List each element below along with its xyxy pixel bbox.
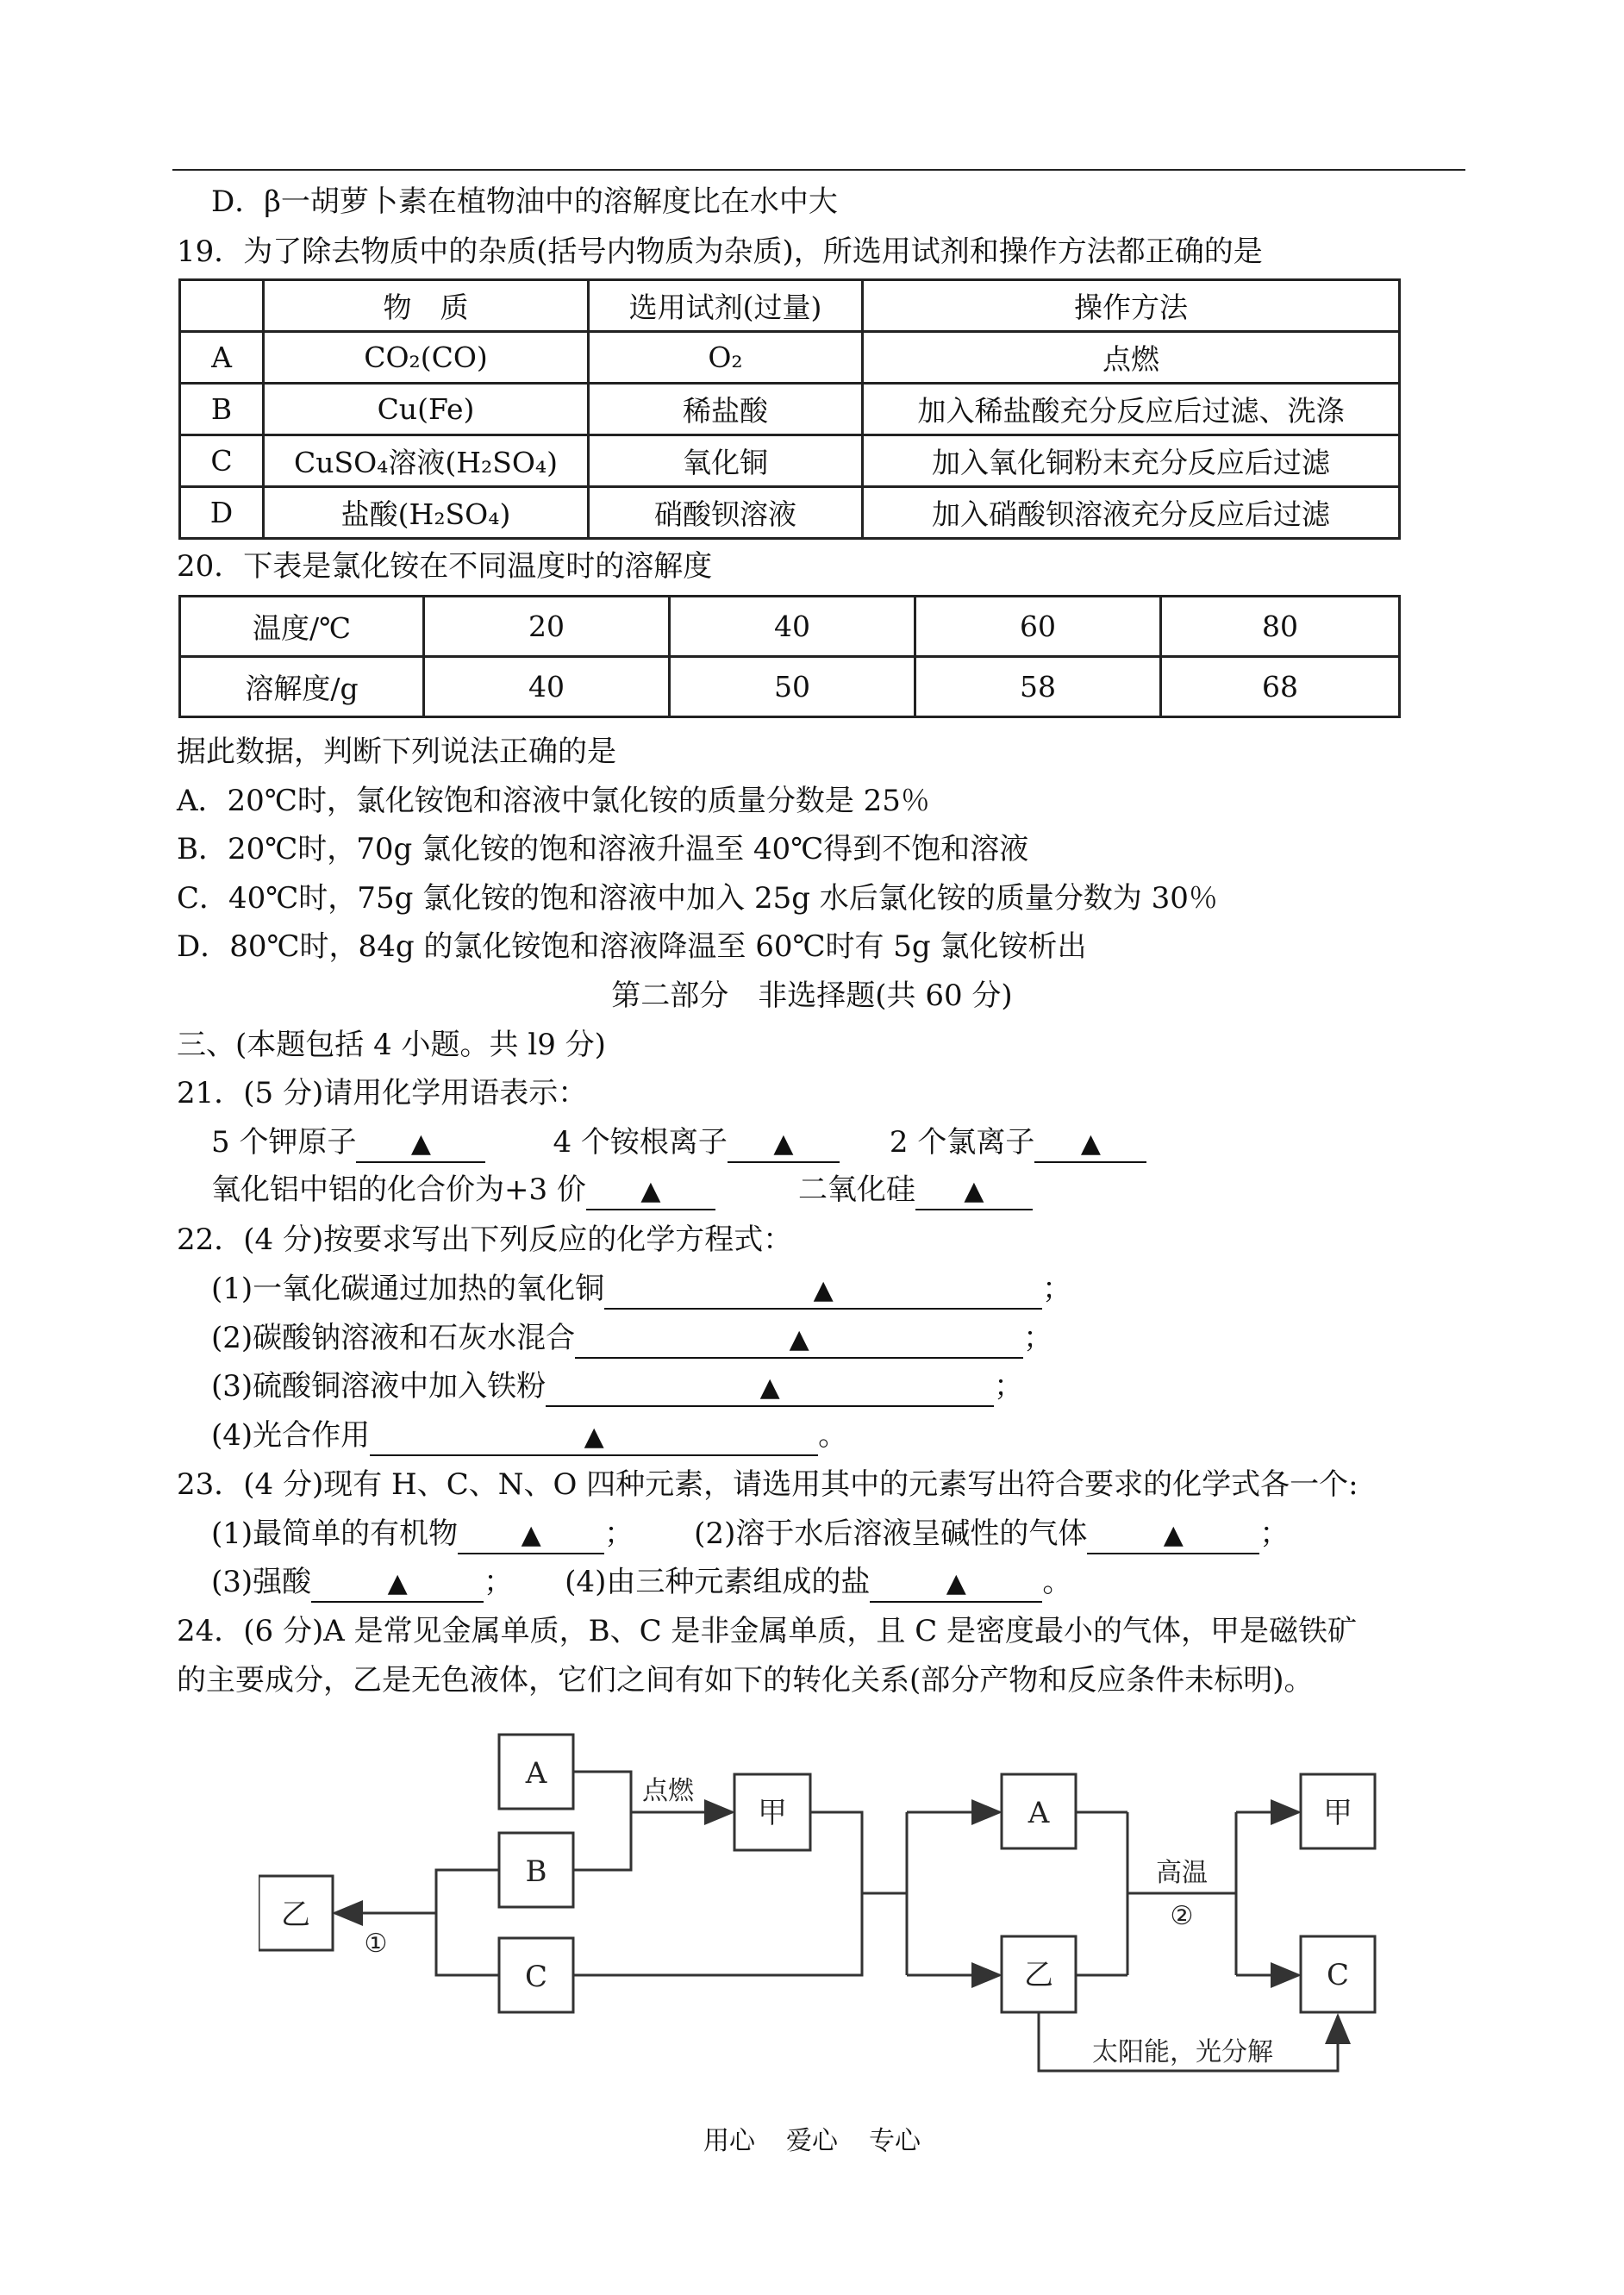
label-jia-mid: 甲 xyxy=(758,1796,787,1830)
row-id: C xyxy=(180,435,264,487)
row-id: A xyxy=(180,332,264,384)
q20-temp-value: 80 xyxy=(1161,597,1400,657)
q20-sol-value: 40 xyxy=(424,657,670,717)
row-reagent: 氧化铜 xyxy=(589,435,863,487)
q20-temp-value: 40 xyxy=(670,597,915,657)
q19-row-b xyxy=(180,384,1400,435)
section3-title: 三、(本题包括 4 小题。共 l9 分) xyxy=(177,1028,606,1062)
q19-header-substance: 物 质 xyxy=(264,280,589,332)
q20-option-a: A．20℃时，氯化铵饱和溶液中氯化铵的质量分数是 25％ xyxy=(177,784,930,818)
row-substance: Cu(Fe) xyxy=(264,384,589,435)
q20-option-b: B．20℃时，70g 氯化铵的饱和溶液升温至 40℃得到不饱和溶液 xyxy=(177,832,1029,866)
q22-item-3: (3)硫酸铜溶液中加入铁粉 ▲ ； xyxy=(211,1367,1023,1407)
label-a-right: A xyxy=(1027,1796,1050,1830)
q19-table xyxy=(178,278,1401,540)
answer-blank[interactable]: ▲ xyxy=(575,1321,1023,1359)
q23-row1: (1)最简单的有机物 ▲ ； (2)溶于水后溶液呈碱性的气体 ▲ ； xyxy=(211,1515,1289,1554)
page-footer: 用心 爱心 专心 xyxy=(703,2126,921,2156)
q20-temp-value: 20 xyxy=(424,597,670,657)
q24-line1: 24．(6 分)A 是常见金属单质，B、C 是非金属单质，且 C 是密度最小的气体，甲是磁铁矿 xyxy=(177,1614,1358,1648)
answer-blank[interactable]: ▲ xyxy=(586,1173,715,1210)
q21-p2: 4 个铵根离子 xyxy=(553,1125,728,1160)
q21-p1: 5 个钾原子 xyxy=(211,1125,357,1160)
q19-header-method: 操作方法 xyxy=(863,280,1400,332)
q20-table xyxy=(178,595,1401,718)
q20-temp-value: 60 xyxy=(915,597,1161,657)
row-method: 加入稀盐酸充分反应后过滤、洗涤 xyxy=(863,384,1400,435)
label-solar: 太阳能，光分解 xyxy=(1092,2037,1273,2067)
q20-sol-value: 58 xyxy=(915,657,1161,717)
q20-option-d: D．80℃时，84g 的氯化铵饱和溶液降温至 60℃时有 5g 氯化铵析出 xyxy=(177,929,1087,964)
q21-stem: 21．(5 分)请用化学用语表示： xyxy=(177,1076,588,1110)
label-b: B xyxy=(525,1854,547,1889)
q20-sol-label: 溶解度/g xyxy=(180,657,424,717)
q21-p4: 氧化铝中铝的化合价为+3 价 xyxy=(211,1173,586,1207)
q23-stem: 23．(4 分)现有 H、C、N、O 四种元素，请选用其中的元素写出符合要求的化学式各一个: xyxy=(177,1467,1359,1502)
q19-row-d xyxy=(180,487,1400,539)
row-substance: CO₂(CO) xyxy=(264,332,589,384)
row-method: 加入硝酸钡溶液充分反应后过滤 xyxy=(863,487,1400,539)
label-a-left: A xyxy=(525,1756,547,1791)
q19-stem: 19．为了除去物质中的杂质(括号内物质为杂质)，所选用试剂和操作方法都正确的是 xyxy=(177,235,1263,269)
q21-p5: 二氧化硅 xyxy=(797,1173,915,1207)
q20-lead: 据此数据，判断下列说法正确的是 xyxy=(177,735,616,769)
bracket-bc xyxy=(436,1870,499,1975)
q21-p3: 2 个氯离子 xyxy=(889,1125,1035,1160)
q22-item-4: (4)光合作用 ▲ 。 xyxy=(211,1416,847,1456)
answer-blank[interactable]: ▲ xyxy=(915,1173,1033,1210)
q24-line2: 的主要成分，乙是无色液体，它们之间有如下的转化关系(部分产物和反应条件未标明)。 xyxy=(177,1663,1314,1698)
q21-row1 xyxy=(211,1123,1146,1163)
q22-stem: 22．(4 分)按要求写出下列反应的化学方程式： xyxy=(177,1223,793,1257)
row-reagent: 稀盐酸 xyxy=(589,384,863,435)
q19-row-a xyxy=(180,332,1400,384)
answer-blank[interactable]: ▲ xyxy=(311,1565,484,1603)
q20-temp-label: 温度/℃ xyxy=(180,597,424,657)
row-substance: CuSO₄溶液(H₂SO₄) xyxy=(264,435,589,487)
answer-blank[interactable]: ▲ xyxy=(1087,1516,1259,1554)
answer-blank[interactable]: ▲ xyxy=(870,1565,1042,1603)
row-reagent: 硝酸钡溶液 xyxy=(589,487,863,539)
q20-stem: 20．下表是氯化铵在不同温度时的溶解度 xyxy=(177,549,713,584)
bracket-ab xyxy=(573,1772,631,1870)
answer-blank[interactable]: ▲ xyxy=(356,1125,485,1163)
label-high-temp: 高温 xyxy=(1156,1858,1208,1888)
label-c2: ② xyxy=(1170,1901,1194,1931)
row-id: D xyxy=(180,487,264,539)
q22-item-2: (2)碳酸钠溶液和石灰水混合 ▲ ； xyxy=(211,1319,1052,1359)
q22-item-1: (1)一氧化碳通过加热的氧化铜 ▲ ； xyxy=(211,1270,1071,1310)
q24-diagram xyxy=(259,1724,1379,2086)
label-yi-right: 乙 xyxy=(1024,1958,1053,1992)
answer-blank[interactable]: ▲ xyxy=(1034,1125,1146,1163)
bracket-jia-c xyxy=(573,1812,862,1975)
label-c1: ① xyxy=(364,1929,388,1959)
q23-row2: (3)强酸 ▲ ； (4)由三种元素组成的盐 ▲ 。 xyxy=(211,1563,1071,1603)
q20-sol-value: 50 xyxy=(670,657,915,717)
label-c-left: C xyxy=(524,1960,548,1994)
row-method: 加入氧化铜粉末充分反应后过滤 xyxy=(863,435,1400,487)
q19-header-reagent: 选用试剂(过量) xyxy=(589,280,863,332)
answer-blank[interactable]: ▲ xyxy=(546,1369,994,1407)
answer-blank[interactable]: ▲ xyxy=(458,1516,604,1554)
q19-header-empty xyxy=(180,280,264,332)
label-ignite: 点燃 xyxy=(642,1776,694,1806)
q20-sol-value: 68 xyxy=(1161,657,1400,717)
q21-row2 xyxy=(211,1171,1033,1210)
q20-option-c: C．40℃时，75g 氯化铵的饱和溶液中加入 25g 水后氯化铵的质量分数为 30％ xyxy=(177,881,1218,916)
part2-title: 第二部分 非选择题(共 60 分) xyxy=(611,979,1013,1013)
answer-blank[interactable]: ▲ xyxy=(728,1125,840,1163)
row-reagent: O₂ xyxy=(589,332,863,384)
q18-option-d: D．β一胡萝卜素在植物油中的溶解度比在水中大 xyxy=(211,184,838,219)
row-substance: 盐酸(H₂SO₄) xyxy=(264,487,589,539)
row-id: B xyxy=(180,384,264,435)
answer-blank[interactable]: ▲ xyxy=(370,1418,818,1456)
label-jia-right: 甲 xyxy=(1323,1796,1352,1830)
header-rule xyxy=(172,169,1465,171)
answer-blank[interactable]: ▲ xyxy=(604,1272,1042,1310)
row-method: 点燃 xyxy=(863,332,1400,384)
q19-row-c xyxy=(180,435,1400,487)
label-c-right: C xyxy=(1326,1958,1350,1992)
label-yi-left: 乙 xyxy=(281,1898,310,1932)
